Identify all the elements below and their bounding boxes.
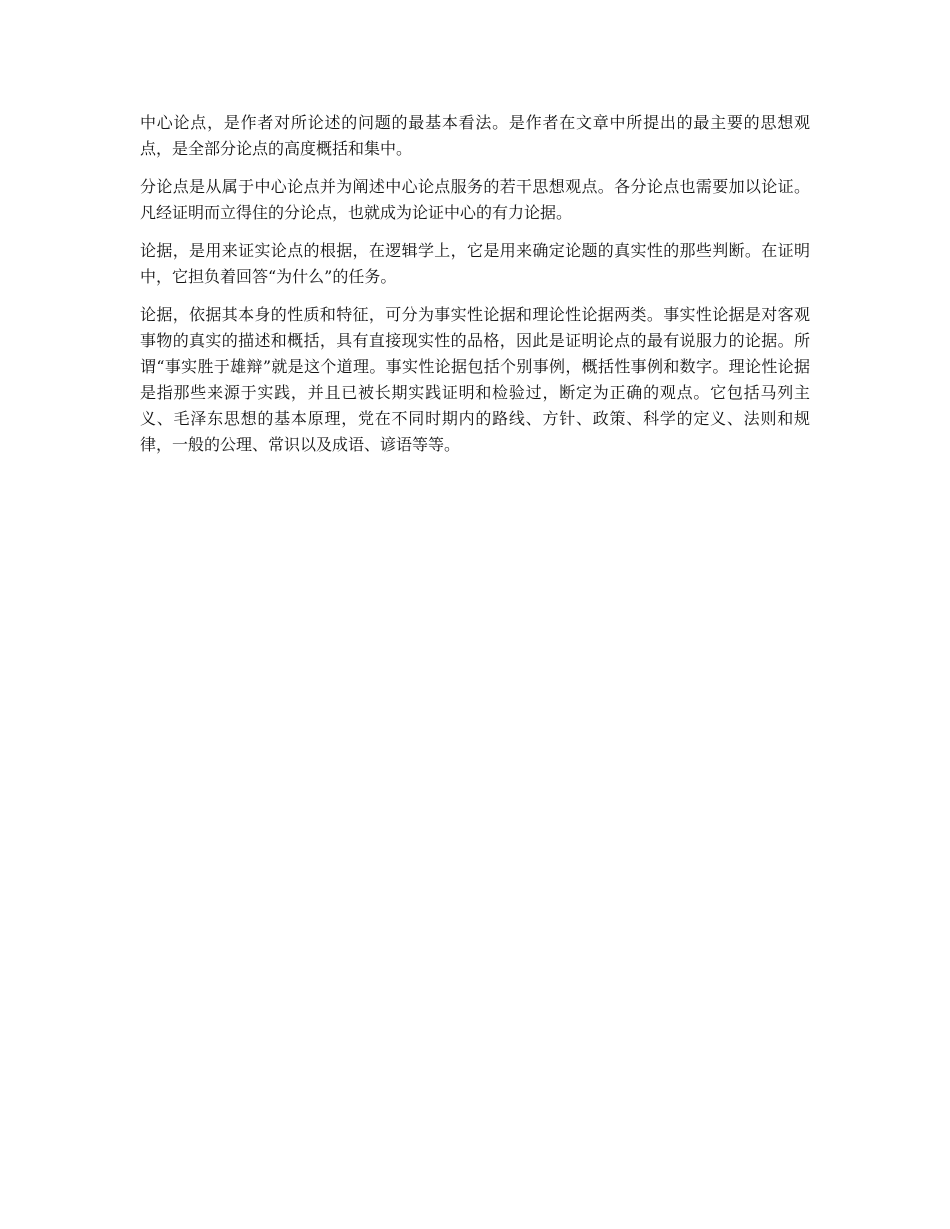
paragraph-central-thesis: 中心论点，是作者对所论述的问题的最基本看法。是作者在文章中所提出的最主要的思想观点，是全部分论点的高度概括和集中。 <box>140 113 810 158</box>
paragraph-sub-thesis: 分论点是从属于中心论点并为阐述中心论点服务的若干思想观点。各分论点也需要加以论证。凡经证明而立得住的分论点，也就成为论证中心的有力论据。 <box>140 177 810 222</box>
document-body <box>140 110 810 470</box>
paragraph-evidence-types: 论据，依据其本身的性质和特征，可分为事实性论据和理论性论据两类。事实性论据是对客观事物的真实的描述和概括，具有直接现实性的品格，因此是证明论点的最有说服力的论据。所谓“事实胜于雄辩”就是这个道理。事实性论据包括个别事例，概括性事例和数字。理论性论据是指那些来源于实践，并且已被长期实践证明和检验过，断定为正确的观点。它包括马列主义、毛泽东思想的基本原理，党在不同时期内的路线、方针、政策、科学的定义、法则和规律，一般的公理、常识以及成语、谚语等等。 <box>140 305 810 454</box>
paragraph-evidence-definition: 论据，是用来证实论点的根据，在逻辑学上，它是用来确定论题的真实性的那些判断。在证明中，它担负着回答“为什么”的任务。 <box>140 241 810 286</box>
